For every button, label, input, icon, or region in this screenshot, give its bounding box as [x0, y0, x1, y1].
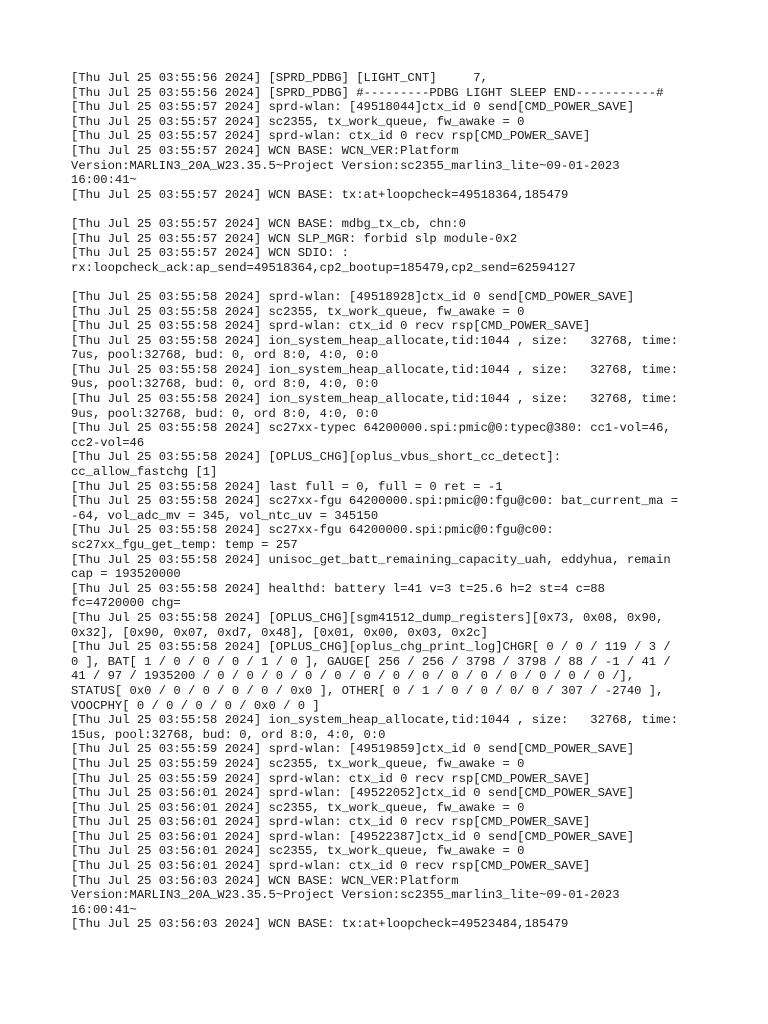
log-line: [Thu Jul 25 03:55:58 2024] sc27xx-fgu 64200000.spi:pmic@0:fgu@c00: bat_current_ma = — [71, 494, 679, 509]
log-line: sc27xx_fgu_get_temp: temp = 257 — [71, 538, 298, 552]
log-line: 16:00:41~ — [71, 902, 137, 917]
log-line: [Thu Jul 25 03:56:01 2024] sprd-wlan: ctx_id 0 recv rsp[CMD_POWER_SAVE] — [71, 859, 591, 874]
log-line: [Thu Jul 25 03:56:01 2024] sprd-wlan: ctx_id 0 recv rsp[CMD_POWER_SAVE] — [71, 815, 591, 830]
log-line: 0 ], BAT[ 1 / 0 / 0 / 0 / 1 / 0 ], GAUGE[ 256 / 256 / 3798 / 3798 / 88 / -1 / 41 / — [71, 654, 671, 669]
log-line: [Thu Jul 25 03:55:57 2024] WCN BASE: tx:at+loopcheck=49518364,185479 — [71, 187, 569, 202]
log-line: VOOCPHY[ 0 / 0 / 0 / 0 / 0x0 / 0 ] — [71, 698, 320, 713]
log-line: cc2-vol=46 — [71, 435, 145, 450]
log-line: [Thu Jul 25 03:55:58 2024] ion_system_heap_allocate,tid:1044 , size: 32768, time: — [71, 362, 679, 377]
log-line — [71, 932, 711, 947]
log-line: [Thu Jul 25 03:55:58 2024] [OPLUS_CHG][sgm41512_dump_registers][0x73, 0x08, 0x90, — [71, 610, 664, 625]
log-line: [Thu Jul 25 03:55:57 2024] sprd-wlan: [49518044]ctx_id 0 send[CMD_POWER_SAVE] — [71, 100, 635, 115]
log-line: Version:MARLIN3_20A_W23.35.5~Project Version:sc2355_marlin3_lite~09-01-2023 — [71, 888, 620, 903]
log-line: [Thu Jul 25 03:55:56 2024] [SPRD_PDBG] [LIGHT_CNT] 7, — [71, 71, 488, 85]
log-line: [Thu Jul 25 03:56:03 2024] WCN BASE: WCN_VER:Platform — [71, 873, 459, 888]
log-line: [Thu Jul 25 03:55:59 2024] sprd-wlan: ctx_id 0 recv rsp[CMD_POWER_SAVE] — [71, 771, 591, 786]
log-line: [Thu Jul 25 03:55:58 2024] [OPLUS_CHG][oplus_chg_print_log]CHGR[ 0 / 0 / 119 / 3 / — [71, 640, 671, 655]
log-line: [Thu Jul 25 03:55:57 2024] WCN SDIO: : — [71, 246, 349, 261]
log-line: [Thu Jul 25 03:55:58 2024] sc2355, tx_work_queue, fw_awake = 0 — [71, 304, 525, 319]
log-line: [Thu Jul 25 03:55:58 2024] sprd-wlan: [49518928]ctx_id 0 send[CMD_POWER_SAVE] — [71, 289, 635, 304]
log-line: 7us, pool:32768, bud: 0, ord 8:0, 4:0, 0:0 — [71, 348, 379, 363]
log-line: 16:00:41~ — [71, 173, 137, 188]
log-line: STATUS[ 0x0 / 0 / 0 / 0 / 0 / 0x0 ], OTHER[ 0 / 1 / 0 / 0 / 0/ 0 / 307 / -2740 ], — [71, 683, 664, 698]
log-line: [Thu Jul 25 03:55:57 2024] sprd-wlan: ctx_id 0 recv rsp[CMD_POWER_SAVE] — [71, 129, 591, 144]
log-line: [Thu Jul 25 03:55:58 2024] sc27xx-typec 64200000.spi:pmic@0:typec@380: cc1-vol=46, — [71, 421, 671, 436]
log-line: [Thu Jul 25 03:55:58 2024] [OPLUS_CHG][oplus_vbus_short_cc_detect]: — [71, 450, 562, 465]
log-line: [Thu Jul 25 03:55:58 2024] last full = 0, full = 0 ret = -1 — [71, 479, 503, 494]
log-line: [Thu Jul 25 03:55:58 2024] sc27xx-fgu 64200000.spi:pmic@0:fgu@c00: — [71, 523, 554, 538]
log-line: [Thu Jul 25 03:55:58 2024] healthd: battery l=41 v=3 t=25.6 h=2 st=4 c=88 — [71, 581, 605, 596]
log-line: [Thu Jul 25 03:56:01 2024] sc2355, tx_work_queue, fw_awake = 0 — [71, 844, 525, 859]
log-line: [Thu Jul 25 03:56:01 2024] sprd-wlan: [49522387]ctx_id 0 send[CMD_POWER_SAVE] — [71, 829, 635, 844]
blank-line — [71, 275, 711, 290]
log-line: [Thu Jul 25 03:55:57 2024] sc2355, tx_work_queue, fw_awake = 0 — [71, 114, 525, 129]
log-line: cap = 193520000 — [71, 567, 181, 582]
log-line: 0x32], [0x90, 0x07, 0xd7, 0x48], [0x01, 0x00, 0x03, 0x2c] — [71, 625, 488, 640]
log-line: Version:MARLIN3_20A_W23.35.5~Project Version:sc2355_marlin3_lite~09-01-2023 — [71, 158, 620, 173]
log-line: [Thu Jul 25 03:55:58 2024] unisoc_get_batt_remaining_capacity_uah, eddyhua, remain — [71, 552, 671, 567]
log-line: rx:loopcheck_ack:ap_send=49518364,cp2_bootup=185479,cp2_send=62594127 — [71, 260, 576, 275]
log-line: 41 / 97 / 1935200 / 0 / 0 / 0 / 0 / 0 / 0 / 0 / 0 / 0 / 0 / 0 / 0 / 0 / 0 /], — [71, 669, 635, 684]
log-line: cc_allow_fastchg [1] — [71, 465, 218, 480]
log-line: [Thu Jul 25 03:56:01 2024] sc2355, tx_work_queue, fw_awake = 0 — [71, 800, 525, 815]
log-line: [Thu Jul 25 03:55:56 2024] [SPRD_PDBG] #---------PDBG LIGHT SLEEP END-----------# — [71, 85, 664, 100]
log-line: [Thu Jul 25 03:55:57 2024] WCN SLP_MGR: forbid slp module-0x2 — [71, 231, 518, 246]
log-line: [Thu Jul 25 03:55:57 2024] WCN BASE: WCN_VER:Platform — [71, 143, 459, 158]
log-line: 9us, pool:32768, bud: 0, ord 8:0, 4:0, 0:0 — [71, 377, 379, 392]
log-line: [Thu Jul 25 03:55:58 2024] ion_system_heap_allocate,tid:1044 , size: 32768, time: — [71, 333, 679, 348]
log-line: [Thu Jul 25 03:55:57 2024] WCN BASE: mdbg_tx_cb, chn:0 — [71, 216, 466, 231]
log-line: [Thu Jul 25 03:55:59 2024] sprd-wlan: [49519859]ctx_id 0 send[CMD_POWER_SAVE] — [71, 742, 635, 757]
log-line: [Thu Jul 25 03:55:58 2024] sprd-wlan: ctx_id 0 recv rsp[CMD_POWER_SAVE] — [71, 319, 591, 334]
log-document — [71, 71, 711, 947]
log-line: [Thu Jul 25 03:56:01 2024] sprd-wlan: [49522052]ctx_id 0 send[CMD_POWER_SAVE] — [71, 786, 635, 801]
blank-line — [71, 202, 711, 217]
log-line: [Thu Jul 25 03:55:59 2024] sc2355, tx_work_queue, fw_awake = 0 — [71, 756, 525, 771]
log-line: [Thu Jul 25 03:55:58 2024] ion_system_heap_allocate,tid:1044 , size: 32768, time: — [71, 392, 679, 407]
log-line: [Thu Jul 25 03:56:03 2024] WCN BASE: tx:at+loopcheck=49523484,185479 — [71, 917, 569, 932]
log-line: fc=4720000 chg= — [71, 596, 181, 611]
log-line: 9us, pool:32768, bud: 0, ord 8:0, 4:0, 0:0 — [71, 406, 379, 421]
log-line: -64, vol_adc_mv = 345, vol_ntc_uv = 345150 — [71, 508, 379, 523]
log-line: 15us, pool:32768, bud: 0, ord 8:0, 4:0, 0:0 — [71, 727, 386, 742]
log-line: [Thu Jul 25 03:55:58 2024] ion_system_heap_allocate,tid:1044 , size: 32768, time: — [71, 713, 679, 728]
